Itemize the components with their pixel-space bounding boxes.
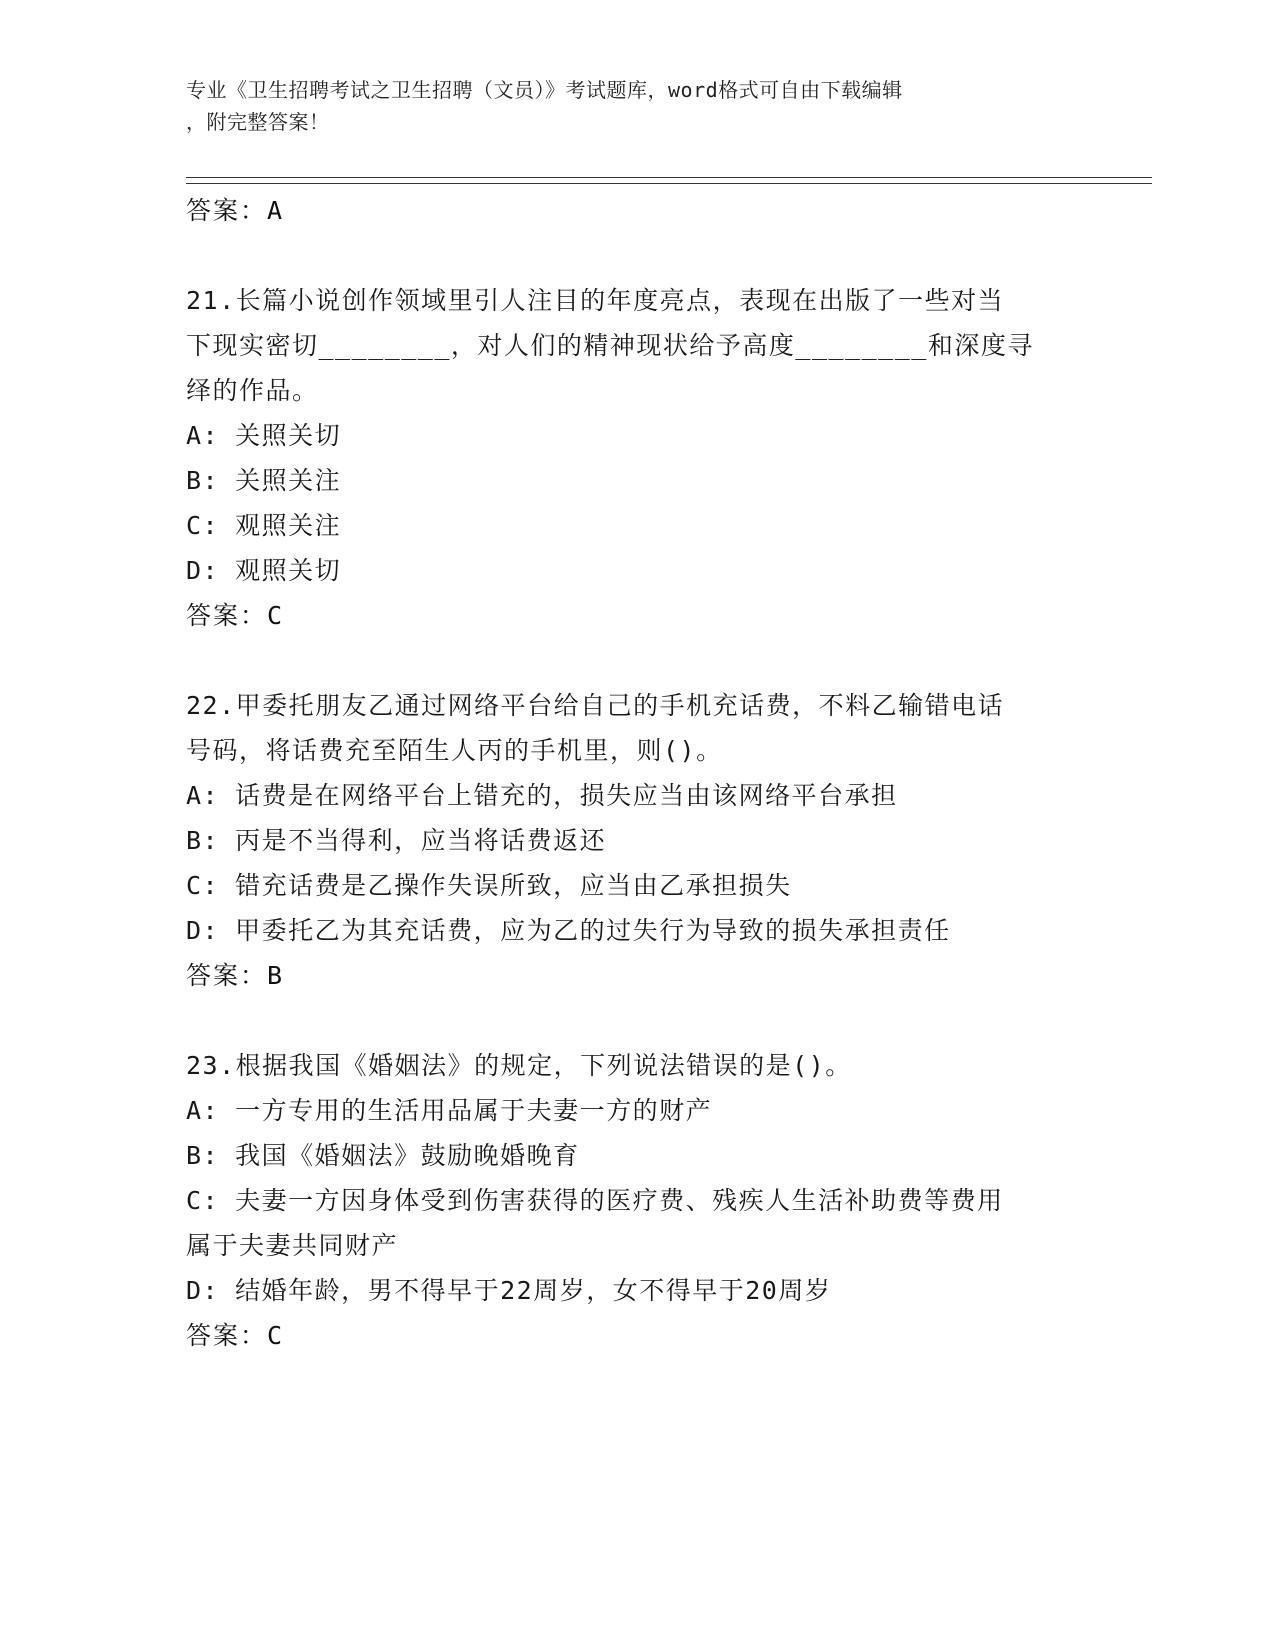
option-d (186, 548, 1086, 593)
option-text: 话费是在网络平台上错充的，损失应当由该网络平台承担 (235, 781, 898, 810)
option-a (186, 413, 1086, 458)
option-key: A: (186, 781, 220, 810)
answer-value: A (267, 196, 284, 225)
option-b (186, 458, 1086, 503)
option-text: 丙是不当得利，应当将话费返还 (235, 826, 607, 855)
header-divider-top (186, 177, 1152, 178)
option-key: D: (186, 556, 220, 585)
option-b (186, 818, 1086, 863)
option-text: 结婚年龄，男不得早于22周岁，女不得早于20周岁 (235, 1276, 832, 1305)
option-c (186, 1178, 1086, 1223)
header-divider-bottom (186, 183, 1152, 184)
option-text: 夫妻一方因身体受到伤害获得的医疗费、残疾人生活补助费等费用 (235, 1186, 1004, 1215)
question-22 (186, 683, 1086, 999)
option-key: C: (186, 511, 220, 540)
answer-label: 答案： (186, 601, 268, 630)
header-line-2: ，附完整答案！ (186, 110, 330, 134)
option-c (186, 503, 1086, 548)
question-stem-line: 23.根据我国《婚姻法》的规定，下列说法错误的是()。 (186, 1051, 852, 1080)
option-text: 我国《婚姻法》鼓励晚婚晚育 (235, 1141, 580, 1170)
question-stem-line: 号码，将话费充至陌生人丙的手机里，则()。 (186, 736, 723, 765)
option-text: 甲委托乙为其充话费，应为乙的过失行为导致的损失承担责任 (235, 916, 951, 945)
question-23 (186, 1043, 1086, 1359)
option-key: C: (186, 871, 220, 900)
answer-23 (186, 1313, 1086, 1359)
option-a (186, 773, 1086, 818)
question-stem-line: 绎的作品。 (186, 376, 319, 405)
answer-label: 答案： (186, 961, 268, 990)
option-key: B: (186, 1141, 220, 1170)
answer-value: B (267, 961, 284, 990)
option-c (186, 863, 1086, 908)
option-text: 观照关注 (235, 511, 342, 540)
answer-21 (186, 593, 1086, 639)
question-stem-line: 下现实密切________，对人们的精神现状给予高度________和深度寻 (186, 331, 1034, 360)
option-key: D: (186, 916, 220, 945)
option-text: 错充话费是乙操作失误所致，应当由乙承担损失 (235, 871, 792, 900)
page-header (186, 74, 1066, 138)
answer-label: 答案： (186, 196, 268, 225)
option-key: D: (186, 1276, 220, 1305)
previous-answer (186, 188, 1086, 234)
option-key: A: (186, 421, 220, 450)
option-a (186, 1088, 1086, 1133)
option-b (186, 1133, 1086, 1178)
option-key: C: (186, 1186, 220, 1215)
question-list (186, 188, 1086, 1359)
question-stem-line: 22.甲委托朋友乙通过网络平台给自己的手机充话费，不料乙输错电话 (186, 691, 1005, 720)
answer-22 (186, 953, 1086, 999)
option-text: 属于夫妻共同财产 (186, 1231, 399, 1260)
option-text: 关照关切 (235, 421, 342, 450)
option-text: 关照关注 (235, 466, 342, 495)
option-key: B: (186, 466, 220, 495)
option-d (186, 908, 1086, 953)
answer-value: C (267, 601, 284, 630)
answer-value: C (267, 1321, 284, 1350)
option-c-continued (186, 1223, 1086, 1268)
question-stem-line: 21.长篇小说创作领域里引人注目的年度亮点，表现在出版了一些对当 (186, 286, 1005, 315)
option-key: A: (186, 1096, 220, 1125)
question-21 (186, 278, 1086, 639)
option-d (186, 1268, 1086, 1313)
answer-label: 答案： (186, 1321, 268, 1350)
option-text: 观照关切 (235, 556, 342, 585)
option-text: 一方专用的生活用品属于夫妻一方的财产 (235, 1096, 713, 1125)
option-key: B: (186, 826, 220, 855)
header-line-1: 专业《卫生招聘考试之卫生招聘（文员）》考试题库，word格式可自由下载编辑 (186, 78, 903, 102)
